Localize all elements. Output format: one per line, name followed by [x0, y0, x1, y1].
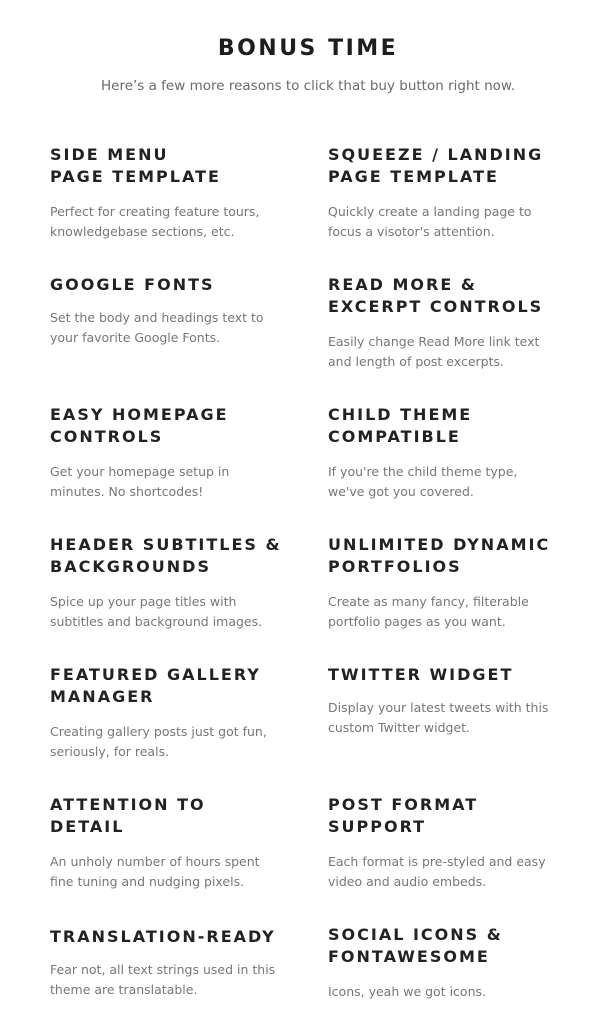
feature-child-theme-compatible: [328, 404, 568, 502]
feature-description: Spice up your page titles with subtitles and background images.: [50, 594, 263, 629]
feature-side-menu-template: [50, 144, 300, 242]
feature-description: Set the body and headings text to your favorite Google Fonts.: [50, 310, 264, 345]
feature-description: Fear not, all text strings used in this theme are translatable.: [50, 962, 276, 997]
feature-description: Easily change Read More link text and length of post excerpts.: [328, 334, 540, 369]
feature-title: SOCIAL ICONS & FONTAWESOME: [328, 925, 503, 966]
feature-description: Display your latest tweets with this custom Twitter widget.: [328, 700, 549, 735]
feature-description: Perfect for creating feature tours, knowledgebase sections, etc.: [50, 204, 260, 239]
feature-title: FEATURED GALLERY MANAGER: [50, 665, 261, 706]
feature-description: If you're the child theme type, we've got you covered.: [328, 464, 518, 499]
feature-google-fonts: [50, 274, 300, 348]
feature-title: TWITTER WIDGET: [328, 665, 514, 684]
feature-title: SQUEEZE / LANDING PAGE TEMPLATE: [328, 145, 544, 186]
feature-title: ATTENTION TO DETAIL: [50, 795, 206, 836]
feature-twitter-widget: [328, 664, 568, 738]
feature-social-icons-fontawesome: [328, 924, 568, 1002]
feature-read-more-excerpt-controls: [328, 274, 568, 372]
feature-squeeze-landing-template: [328, 144, 568, 242]
feature-post-format-support: [328, 794, 568, 892]
feature-attention-to-detail: [50, 794, 300, 892]
feature-description: Each format is pre-styled and easy video and audio embeds.: [328, 854, 546, 889]
feature-title: SIDE MENU PAGE TEMPLATE: [50, 145, 221, 186]
feature-title: GOOGLE FONTS: [50, 275, 215, 294]
feature-description: Quickly create a landing page to focus a visotor's attention.: [328, 204, 532, 239]
page-title: BONUS TIME: [217, 36, 399, 61]
feature-translation-ready: [50, 926, 300, 1000]
feature-title: READ MORE & EXCERPT CONTROLS: [328, 275, 544, 316]
feature-title: UNLIMITED DYNAMIC PORTFOLIOS: [328, 535, 551, 576]
feature-featured-gallery-manager: [50, 664, 300, 762]
feature-description: Icons, yeah we got icons.: [328, 984, 486, 999]
feature-title: HEADER SUBTITLES & BACKGROUNDS: [50, 535, 282, 576]
feature-title: POST FORMAT SUPPORT: [328, 795, 479, 836]
feature-header-subtitles-backgrounds: [50, 534, 300, 632]
feature-description: Create as many fancy, filterable portfolio pages as you want.: [328, 594, 529, 629]
feature-easy-homepage-controls: [50, 404, 300, 502]
page-subtitle: Here’s a few more reasons to click that buy button right now.: [100, 78, 515, 94]
feature-unlimited-dynamic-portfolios: [328, 534, 568, 632]
feature-description: Get your homepage setup in minutes. No shortcodes!: [50, 464, 230, 499]
feature-title: TRANSLATION-READY: [50, 927, 276, 946]
feature-title: CHILD THEME COMPATIBLE: [328, 405, 473, 446]
feature-title: EASY HOMEPAGE CONTROLS: [50, 405, 229, 446]
feature-description: An unholy number of hours spent fine tuning and nudging pixels.: [50, 854, 260, 889]
feature-description: Creating gallery posts just got fun, seriously, for reals.: [50, 724, 267, 759]
